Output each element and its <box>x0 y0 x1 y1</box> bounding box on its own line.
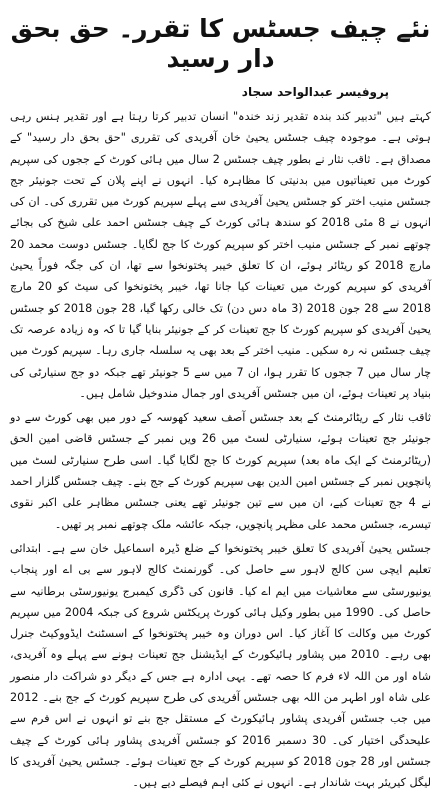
article-paragraph-3: جسٹس یحییٰ آفریدی کا تعلق خیبر پختونخوا کے ضلع ڈیرہ اسماعیل خان سے ہے۔ ابتدائی تعلیم ایچی سن کالج لاہور سے حاصل کی۔ گورنمنٹ کالج لاہور سے بی اے اور پنجاب یونیورسٹی سے معاشیات میں ایم اے کیا۔ قانون کی ڈگری کیمبرج یونیورسٹی برطانیہ سے حاصل کی۔ 1990 میں بطور وکیل ہائی کورٹ پریکٹس شروع کی جبکہ 2004 میں سپریم کورٹ میں وکالت کا آغاز کیا۔ اس دوران وہ خیبر پختونخوا کے اسسٹنٹ ایڈووکیٹ جنرل بھی رہے۔ 2010 میں پشاور ہائیکورٹ کے ایڈیشنل جج تعینات ہونے سے پہلے وہ آفریدی، شاہ اور من اللہ لاء فرم کا حصہ تھے۔ یہی ادارہ ہے جس کے دیگر دو شراکت دار منصور علی شاہ اور اطہر من اللہ بھی جسٹس آفریدی کی طرح سپریم کورٹ کے جج بنے۔ 2012 میں جب جسٹس آفریدی پشاور ہائیکورٹ کے مستقل جج بنے تو انہوں نے اس فرم سے علیحدگی اختیار کی۔ 30 دسمبر 2016 کو جسٹس آفریدی پشاور ہائی کورٹ کے چیف جسٹس اور 28 جون 2018 کو سپریم کورٹ کے جج تعینات ہوئے۔ جسٹس یحییٰ آفریدی کا لیگل کیریئر بہت شاندار ہے۔ انہوں نے کئی اہم فیصلے دیے ہیں۔ <box>10 541 431 790</box>
article-paragraph-2: ثاقب نثار کے ریٹائرمنٹ کے بعد جسٹس آصف سعید کھوسہ کے دور میں بھی کورٹ سے دو جونیئر جج تعینات ہوئے، سنیارٹی لسٹ میں 26 ویں نمبر کے جسٹس قاضی امین الحق (ریٹائرمنٹ کے ایک ماہ بعد) سپریم کورٹ کا جج لگایا گیا۔ اسی طرح سنیارٹی لسٹ میں پانچویں نمبر کے جسٹس امین الدین بھی سپریم کورٹ کے جج بنے۔ چیف جسٹس گلزار احمد نے 4 جج تعینات کیے، ان میں سے تین جونیئر تھے یعنی جسٹس مظاہر علی اکبر نقوی تیسرے، جسٹس محمد علی مظہر پانچویں، جبکہ عائشہ ملک چوتھے نمبر پر تھیں۔ <box>10 411 431 531</box>
article-title: نئے چیف جسٹس کا تقرر۔ حق بحق دار رسید <box>10 14 431 73</box>
article-paragraph-1: کہتے ہیں "تدبیر کند بندہ تقدیر زند خندہ" انسان تدبیر کرتا رہتا ہے اور تقدیر ہنس رہی ہوتی ہے۔ موجودہ چیف جسٹس یحییٰ خان آفریدی کی تقرری "حق بحق دار رسید" کے مصداق ہے۔ ثاقب نثار نے بطور چیف جسٹس 2 سال میں ہائی کورٹ کے ججوں کی سپریم کورٹ میں تعیناتیوں میں بدنیتی کا مظاہرہ کیا۔ انہوں نے اپنے پلان کے تحت جونیئر جج جسٹس منیب اختر کو جسٹس یحییٰ آفریدی سے پہلے سپریم کورٹ میں تقرری کی۔ ان کی انہوں نے 8 مئی 2018 کو سندھ ہائی کورٹ کے چیف جسٹس احمد علی شیخ کی بجائے چوتھے نمبر کے جسٹس منیب اختر کو سپریم کورٹ کا جج لگایا۔ جسٹس دوست محمد 20 مارچ 2018 کو ریٹائر ہوئے، ان کا تعلق خیبر پختونخوا سے تھا، ان کی جگہ فوراً یحییٰ آفریدی کو سپریم کورٹ میں تعینات کیا جانا تھا، خیبر پختونخوا کی سیٹ کو 20 مارچ 2018 سے 28 جون 2018 (3 ماہ دس دن) تک خالی رکھا گیا، 28 جون 2018 کو جسٹس یحییٰ آفریدی کو سپریم کورٹ کا جج تعینات کر کے جونیئر بنایا گیا تا کہ وہ زیادہ عرصہ تک چیف جسٹس نہ رہ سکیں۔ منیب اختر کے بعد بھی یہ سلسلہ جاری رہا۔ سپریم کورٹ میں چار سال میں 7 ججوں کا تقرر ہوا، ان 7 میں سے 5 جونیئر تھے جبکہ دو جج سنیارٹی کی بنیاد پر تعینات ہوئے، ان میں جسٹس آفریدی اور جمال مندوخیل شامل ہیں۔ <box>10 110 432 400</box>
article-byline: پروفیسر عبدالواحد سجاد <box>241 85 389 99</box>
